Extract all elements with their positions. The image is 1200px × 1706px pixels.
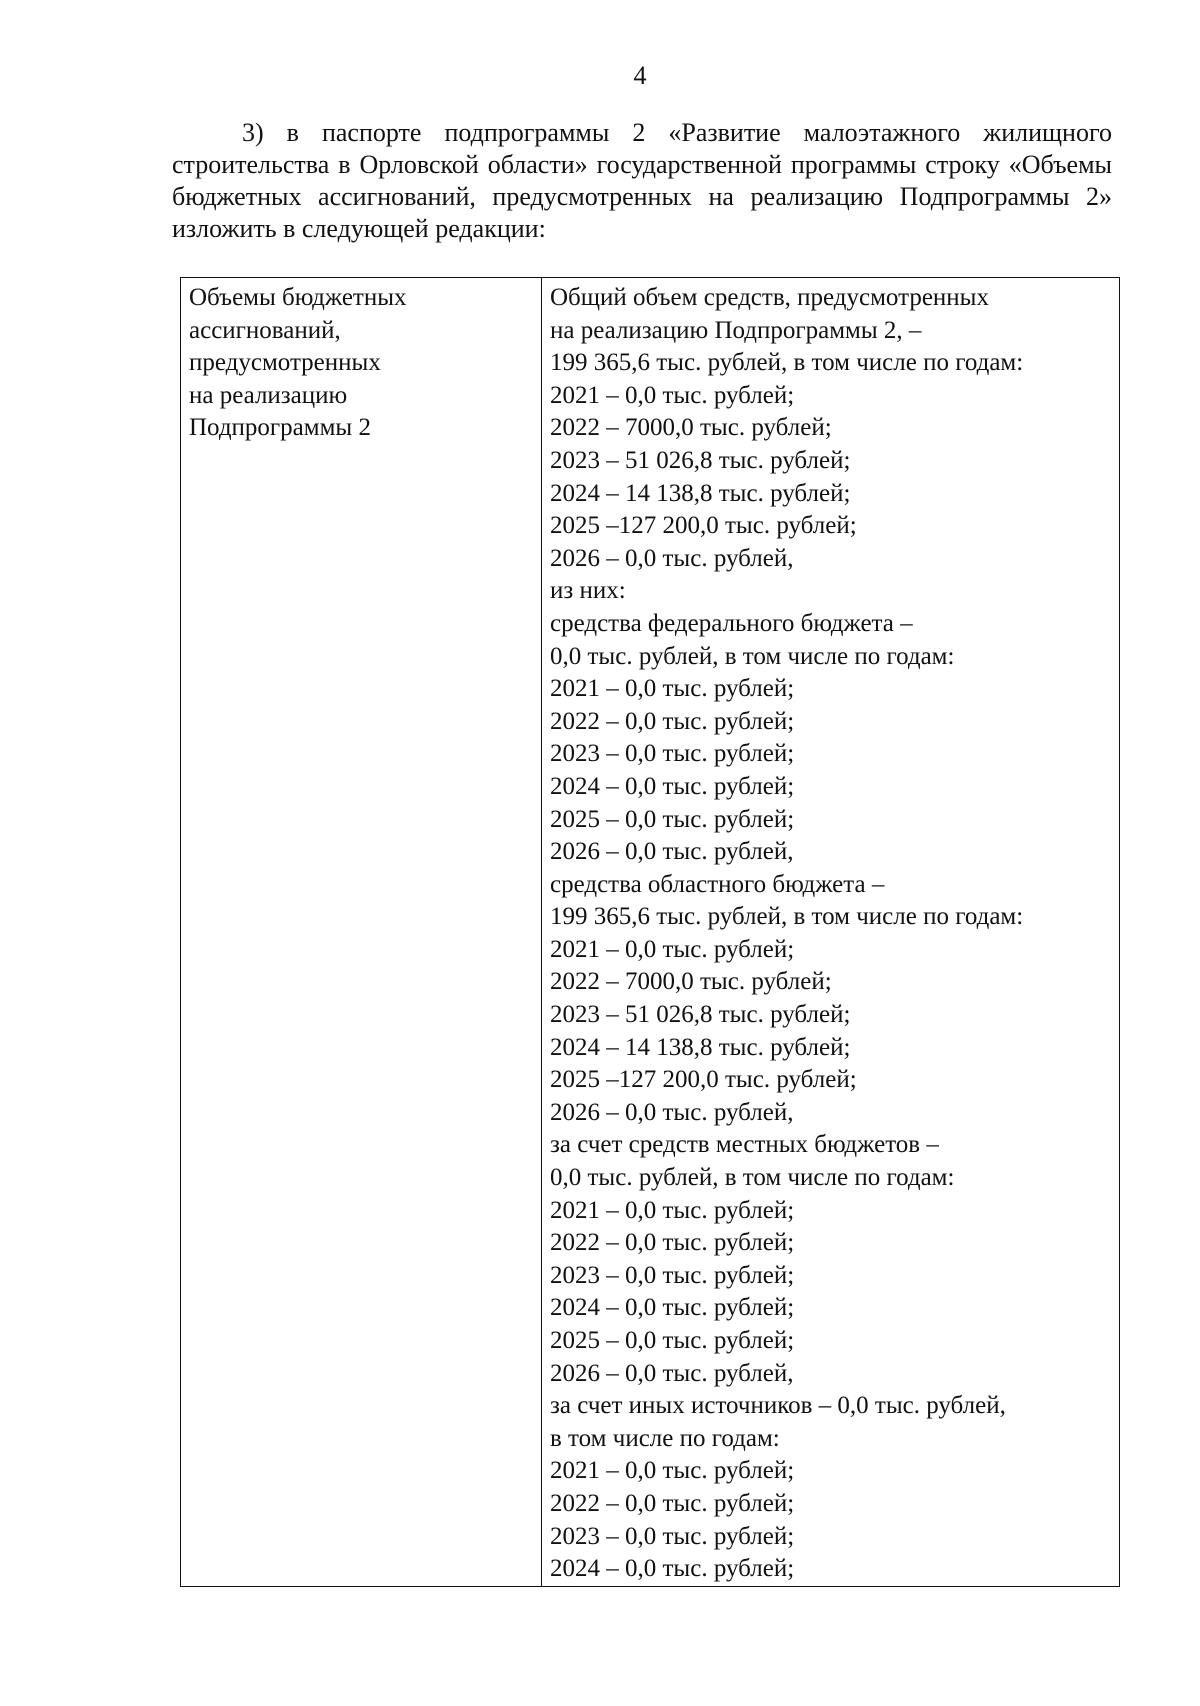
value-line: 2023 – 51 026,8 тыс. рублей; [550,1001,851,1029]
value-line: из них: [550,577,626,605]
value-line: 2021 – 0,0 тыс. рублей; [550,935,795,963]
value-line: 2026 – 0,0 тыс. рублей, [550,1098,794,1126]
value-line: 2021 – 0,0 тыс. рублей; [550,675,795,703]
value-line: в том числе по годам: [550,1424,780,1452]
value-line: 2023 – 0,0 тыс. рублей; [550,1261,795,1289]
value-line: средства областного бюджета – [550,870,885,898]
value-line: за счет средств местных бюджетов – [550,1131,939,1159]
value-line: 2022 – 7000,0 тыс. рублей; [550,414,832,442]
value-line: 2026 – 0,0 тыс. рублей, [550,838,794,866]
value-line: 2023 – 0,0 тыс. рублей; [550,1522,795,1550]
value-line: 2021 – 0,0 тыс. рублей; [550,381,795,409]
page-number: 4 [633,61,647,90]
value-line: 2026 – 0,0 тыс. рублей, [550,544,794,572]
value-line: 2022 – 7000,0 тыс. рублей; [550,968,832,996]
value-line: 0,0 тыс. рублей, в том числе по годам: [550,1164,955,1192]
row-label [189,282,533,445]
row-value-cell [542,278,1120,1587]
value-line: 2024 – 14 138,8 тыс. рублей; [550,1033,851,1061]
value-line: 2021 – 0,0 тыс. рублей; [550,1196,795,1224]
table-row [181,278,1120,1587]
value-line: 2024 – 0,0 тыс. рублей; [550,1555,795,1583]
label-line: предусмотренных [189,349,381,377]
value-line: 2021 – 0,0 тыс. рублей; [550,1457,795,1485]
value-line: 2022 – 0,0 тыс. рублей; [550,1229,795,1257]
value-line: Общий объем средств, предусмотренных [550,284,989,311]
value-line: 199 365,6 тыс. рублей, в том числе по годам: [550,903,1024,931]
intro-paragraph [172,117,1112,245]
row-label-cell [181,278,542,1587]
value-line: 2025 –127 200,0 тыс. рублей; [550,512,857,540]
value-line: 2022 – 0,0 тыс. рублей; [550,707,795,735]
value-line: 2023 – 0,0 тыс. рублей; [550,740,795,768]
value-line: 2022 – 0,0 тыс. рублей; [550,1489,795,1517]
value-line: средства федерального бюджета – [550,609,913,637]
value-line: 0,0 тыс. рублей, в том числе по годам: [550,642,955,670]
value-line: 2025 – 0,0 тыс. рублей; [550,1327,795,1354]
value-line: 2026 – 0,0 тыс. рублей, [550,1359,794,1387]
passport-table [180,277,1120,1587]
value-line: за счет иных источников – 0,0 тыс. рублей, [550,1392,1006,1420]
label-line: Объемы бюджетных [189,284,407,311]
value-line: 2024 – 0,0 тыс. рублей; [550,1294,795,1322]
intro-text: 3) в паспорте подпрограммы 2 «Развитие малоэтажного жилищного строительства в Орловской области» государственной программы строку «Объемы бюджетных ассигнований, предусмотренных на реализацию Подпрограммы 2» изложить в следующей редакции: [172,118,1112,243]
label-line: на реализацию [189,381,348,409]
value-line: 2024 – 14 138,8 тыс. рублей; [550,479,851,507]
value-line: 2023 – 51 026,8 тыс. рублей; [550,446,851,474]
label-line: ассигнований, [189,316,341,344]
value-line: 199 365,6 тыс. рублей, в том числе по годам: [550,349,1024,377]
value-line: 2025 –127 200,0 тыс. рублей; [550,1066,857,1094]
label-line: Подпрограммы 2 [189,414,371,442]
value-line: на реализацию Подпрограммы 2, – [550,316,922,344]
value-line: 2025 – 0,0 тыс. рублей; [550,805,795,833]
row-value [550,282,1111,1586]
value-line: 2024 – 0,0 тыс. рублей; [550,772,795,800]
